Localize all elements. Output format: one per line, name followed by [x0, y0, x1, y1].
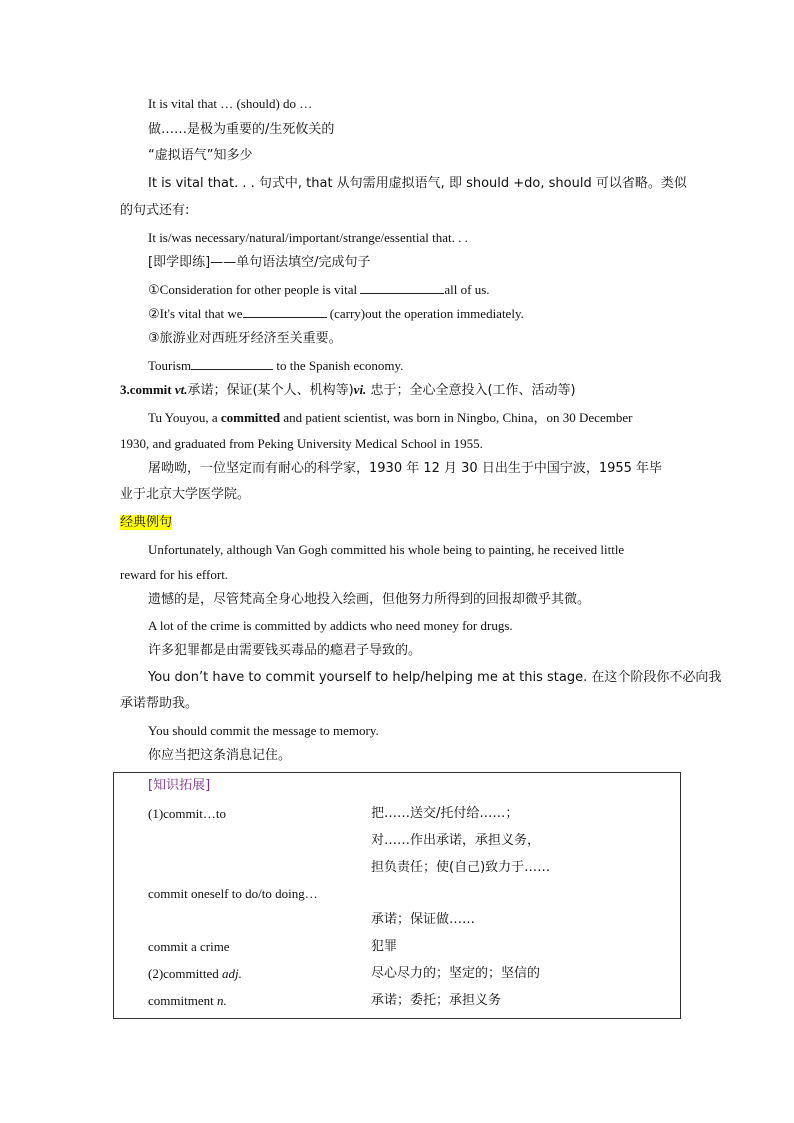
question-3-tail: to the Spanish economy. — [273, 358, 404, 373]
commit-heading-meaning: 承诺；保证(某个人、机构等) — [187, 383, 354, 398]
ext-row-2-en: commit oneself to do/to doing… — [148, 886, 318, 901]
ext-row-4-en — [148, 965, 242, 983]
example-en-1 — [148, 409, 632, 427]
question-2-tail: (carry)out the operation immediately. — [326, 306, 524, 321]
ext-row-5-pos: n. — [216, 993, 227, 1008]
commit-heading-word: 3.commit — [120, 382, 175, 397]
commit-heading — [120, 381, 576, 400]
ext-row-3-cn: 犯罪 — [371, 939, 398, 954]
sentence-2: A lot of the crime is committed by addicts who need money for drugs. — [148, 618, 513, 633]
explanation-line-2: 的句式还有: — [120, 203, 190, 218]
question-1-blank[interactable] — [360, 281, 444, 294]
sentence-3a: You don’t have to commit yourself to help/helping me at this stage. 在这个阶段你不必向我 — [148, 670, 722, 685]
practice-title: [即学即练]——单句语法填空/完成句子 — [148, 255, 371, 270]
classic-label-text: 经典例句 — [120, 515, 173, 530]
ext-row-4-word: (2)committed — [148, 966, 223, 981]
question-3-blank[interactable] — [191, 357, 273, 370]
ext-row-1-cn-3: 担负责任；使(自己)致力于…… — [371, 860, 551, 875]
commit-heading-vi: vi. — [353, 382, 367, 397]
example-en-2: 1930, and graduated from Peking University Medical School in 1955. — [120, 436, 483, 451]
subjunctive-subtitle: “虚拟语气”知多少 — [148, 148, 253, 163]
question-3: ③旅游业对西班牙经济至关重要。 — [148, 331, 342, 346]
sentence-1a: Unfortunately, although Van Gogh committed his whole being to painting, he received little — [148, 542, 625, 557]
example-cn-2: 业于北京大学医学院。 — [120, 487, 251, 502]
example-keyword: committed — [220, 410, 281, 425]
example-post: and patient scientist, was born in Ningbo, China，on 30 December — [280, 410, 633, 425]
ext-row-1-cn-2: 对……作出承诺，承担义务， — [371, 833, 541, 848]
question-3-answer — [148, 357, 403, 375]
classic-label — [120, 514, 172, 532]
sentence-2-cn: 许多犯罪都是由需要钱买毒品的瘾君子导致的。 — [148, 643, 422, 658]
pattern-line: It is vital that … (should) do … — [148, 96, 313, 111]
ext-row-5-cn: 承诺；委托；承担义务 — [371, 993, 502, 1008]
sentence-1b: reward for his effort. — [120, 567, 229, 582]
question-3-text: Tourism — [148, 358, 192, 373]
ext-row-3-en: commit a crime — [148, 939, 230, 954]
commit-heading-meaning-2: 忠于；全心全意投入(工作、活动等) — [366, 383, 576, 398]
explanation-line-1: It is vital that. . . 句式中, that 从句需用虚拟语气, 即 should +do, should 可以省略。类似 — [148, 176, 687, 191]
ext-row-5-word: commitment — [148, 993, 217, 1008]
sentence-1-cn: 遗憾的是，尽管梵高全身心地投入绘画，但他努力所得到的回报却微乎其微。 — [148, 592, 591, 607]
question-2-blank[interactable] — [243, 305, 327, 318]
question-1 — [148, 281, 490, 299]
sentence-4-cn: 你应当把这条消息记住。 — [148, 748, 292, 763]
pattern-meaning: 做……是极为重要的/生死攸关的 — [148, 122, 335, 137]
commit-heading-vt: vt. — [174, 382, 188, 397]
ext-row-1-en: (1)commit…to — [148, 806, 226, 821]
question-2 — [148, 305, 524, 323]
ext-row-4-cn: 尽心尽力的；坚定的；坚信的 — [371, 966, 541, 981]
sentence-3b: 承诺帮助我。 — [120, 696, 199, 711]
example-cn-1: 屠呦呦，一位坚定而有耐心的科学家，1930 年 12 月 30 日出生于中国宁波，1955 年毕 — [148, 461, 663, 476]
similar-patterns: It is/was necessary/natural/important/strange/essential that. . . — [148, 230, 468, 245]
example-pre: Tu Youyou, a — [148, 410, 221, 425]
sentence-4: You should commit the message to memory. — [148, 723, 379, 738]
ext-row-5-en — [148, 992, 227, 1010]
ext-row-2-cn: 承诺；保证做…… — [371, 912, 476, 927]
extension-title: [知识拓展] — [148, 778, 211, 793]
ext-row-1-cn-1: 把……送交/托付给……； — [371, 806, 519, 821]
ext-row-4-pos: adj. — [222, 966, 242, 981]
question-2-text: ②It's vital that we — [148, 306, 243, 321]
question-1-text: ①Consideration for other people is vital — [148, 282, 361, 297]
question-1-tail: all of us. — [444, 282, 490, 297]
